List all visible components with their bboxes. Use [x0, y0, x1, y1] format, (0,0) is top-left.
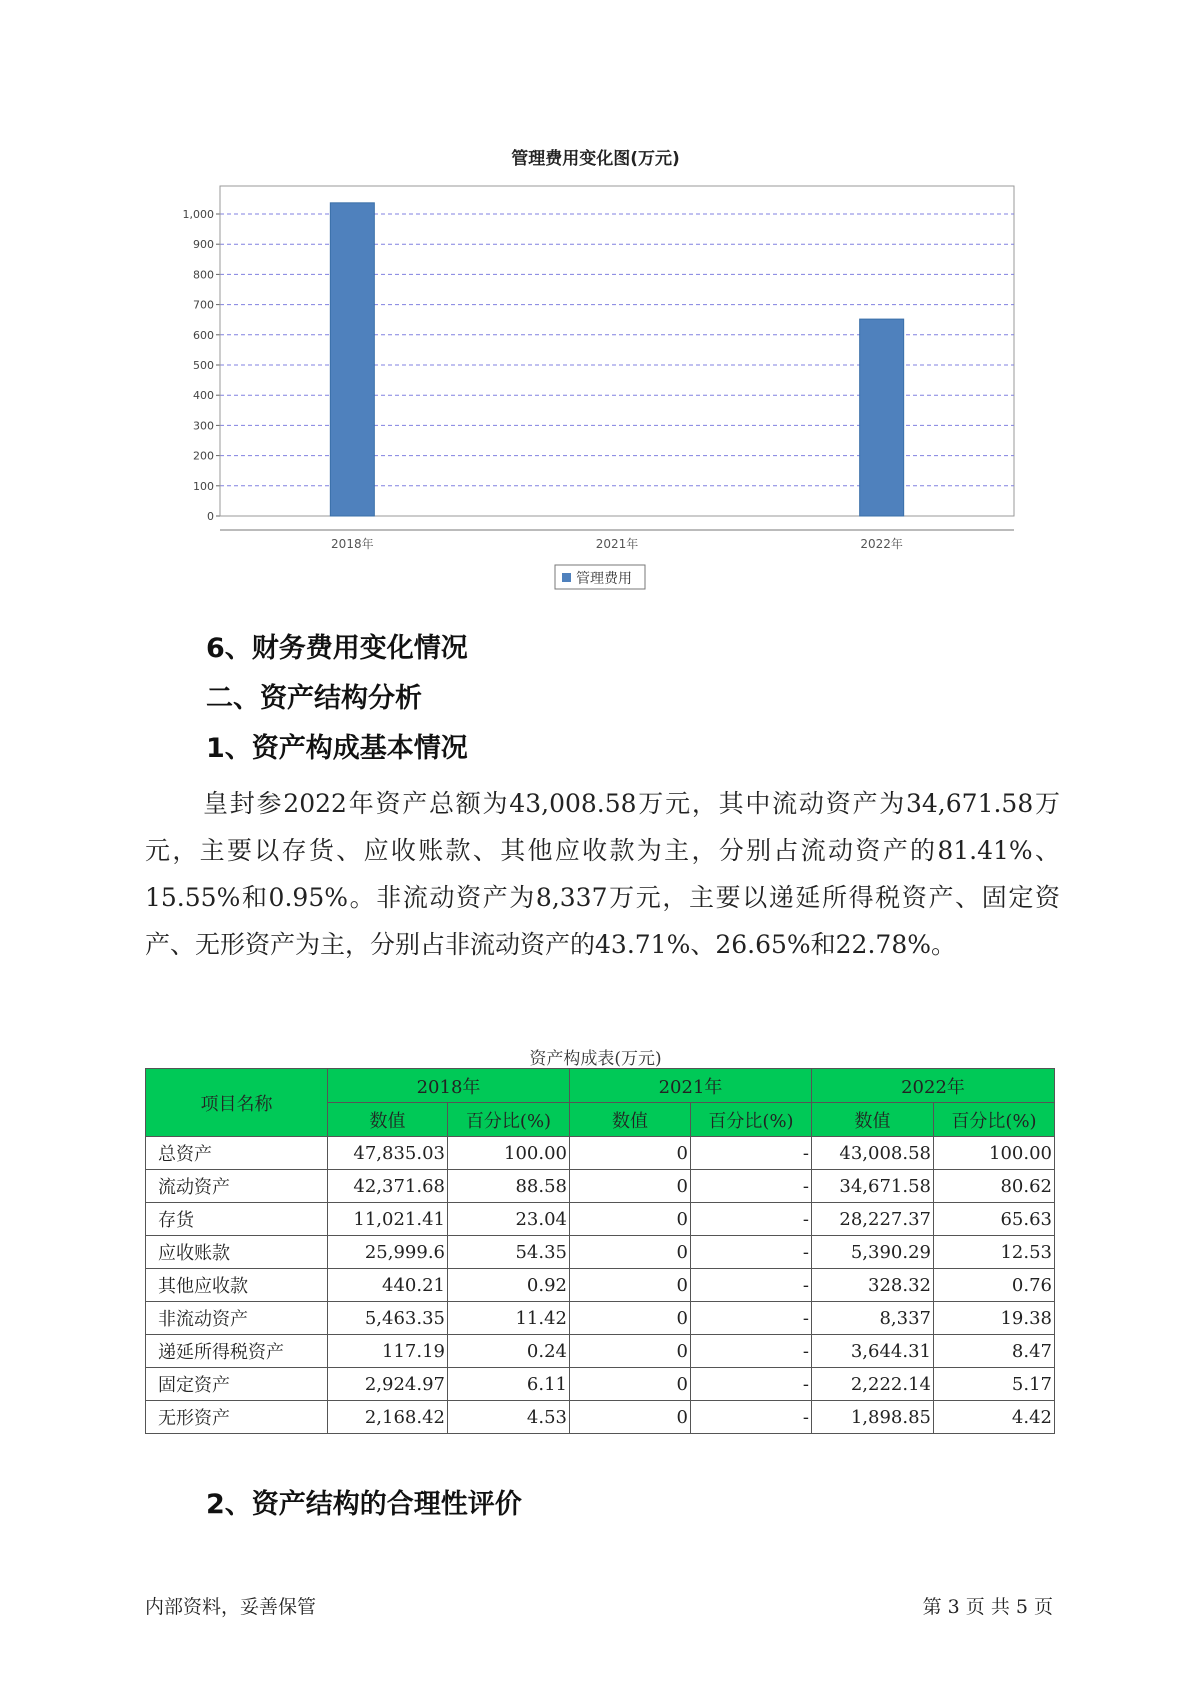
table-body	[146, 1137, 1055, 1434]
table-row	[146, 1137, 1055, 1170]
legend-swatch	[562, 573, 571, 582]
header-percent: 百分比(%)	[448, 1103, 570, 1137]
table-row	[146, 1401, 1055, 1434]
table-cell: 11.42	[448, 1302, 570, 1335]
table-cell: 2,924.97	[328, 1368, 448, 1401]
footer-page-number: 第 3 页 共 5 页	[922, 1596, 1053, 1618]
table-cell: -	[691, 1236, 812, 1269]
header-percent: 百分比(%)	[934, 1103, 1055, 1137]
table-cell: 80.62	[934, 1170, 1055, 1203]
table-cell: 0	[570, 1368, 691, 1401]
table-cell: 328.32	[812, 1269, 934, 1302]
row-label: 存货	[146, 1203, 328, 1236]
heading-asset-structure: 二、资产结构分析	[206, 683, 422, 714]
y-tick-label: 800	[193, 268, 214, 282]
table-cell: 28,227.37	[812, 1203, 934, 1236]
bar-2018年	[330, 203, 374, 516]
table-cell: 0	[570, 1203, 691, 1236]
asset-composition-table	[145, 1068, 1055, 1434]
row-label: 总资产	[146, 1137, 328, 1170]
table-cell: -	[691, 1137, 812, 1170]
table-cell: 100.00	[448, 1137, 570, 1170]
row-label: 其他应收款	[146, 1269, 328, 1302]
bar-2022年	[860, 319, 904, 516]
x-tick-label: 2022年	[860, 537, 903, 551]
table-cell: 8.47	[934, 1335, 1055, 1368]
table-cell: 2,168.42	[328, 1401, 448, 1434]
heading-asset-structure-evaluation: 2、资产结构的合理性评价	[206, 1489, 522, 1520]
table-cell: 117.19	[328, 1335, 448, 1368]
table-cell: 0	[570, 1335, 691, 1368]
y-tick-label: 500	[193, 359, 214, 372]
table-cell: -	[691, 1335, 812, 1368]
management-expense-chart	[150, 170, 1030, 595]
header-value: 数值	[328, 1103, 448, 1137]
table-row	[146, 1170, 1055, 1203]
table-cell: 5,463.35	[328, 1302, 448, 1335]
row-label: 无形资产	[146, 1401, 328, 1434]
table-cell: 5.17	[934, 1368, 1055, 1401]
table-cell: 0.76	[934, 1269, 1055, 1302]
header-percent: 百分比(%)	[691, 1103, 812, 1137]
table-cell: 25,999.6	[328, 1236, 448, 1269]
table-cell: 100.00	[934, 1137, 1055, 1170]
table-cell: 47,835.03	[328, 1137, 448, 1170]
x-tick-label: 2018年	[331, 537, 374, 551]
table-cell: 0	[570, 1137, 691, 1170]
table-cell: 2,222.14	[812, 1368, 934, 1401]
table-cell: 0.24	[448, 1335, 570, 1368]
table-caption: 资产构成表(万元)	[529, 1049, 662, 1069]
legend-label: 管理费用	[576, 571, 632, 587]
table-cell: -	[691, 1203, 812, 1236]
table-cell: -	[691, 1170, 812, 1203]
footer-confidential-note: 内部资料，妥善保管	[145, 1596, 317, 1618]
table-row	[146, 1269, 1055, 1302]
x-tick-label: 2021年	[595, 537, 639, 551]
table-cell: -	[691, 1302, 812, 1335]
table-cell: 0	[570, 1236, 691, 1269]
row-label: 流动资产	[146, 1170, 328, 1203]
header-value: 数值	[570, 1103, 691, 1137]
table-row	[146, 1236, 1055, 1269]
heading-asset-composition: 1、资产构成基本情况	[206, 733, 468, 764]
header-year-2022: 2022年	[812, 1069, 1055, 1103]
asset-summary-paragraph: 皇封参2022年资产总额为43,008.58万元，其中流动资产为34,671.58万元，主要以存货、应收账款、其他应收款为主，分别占流动资产的81.41%、15.55%和0.95%。非流动资产为8,337万元，主要以递延所得税资产、固定资产、无形资产为主，分别占非流动资产的43.71%、26.65%和22.78%。	[145, 789, 1060, 959]
chart-title: 管理费用变化图(万元)	[511, 149, 680, 169]
row-label: 固定资产	[146, 1368, 328, 1401]
table-cell: -	[691, 1368, 812, 1401]
table-cell: 23.04	[448, 1203, 570, 1236]
table-cell: 4.53	[448, 1401, 570, 1434]
table-cell: 43,008.58	[812, 1137, 934, 1170]
table-cell: 0.92	[448, 1269, 570, 1302]
table-row	[146, 1368, 1055, 1401]
y-tick-label: 300	[193, 419, 214, 433]
table-cell: 11,021.41	[328, 1203, 448, 1236]
table-row	[146, 1335, 1055, 1368]
table-cell: 88.58	[448, 1170, 570, 1203]
table-cell: 8,337	[812, 1302, 934, 1335]
table-cell: 1,898.85	[812, 1401, 934, 1434]
table-cell: 0	[570, 1170, 691, 1203]
y-tick-label: 700	[193, 298, 214, 312]
table-cell: 54.35	[448, 1236, 570, 1269]
table-cell: 34,671.58	[812, 1170, 934, 1203]
header-value: 数值	[812, 1103, 934, 1137]
table-cell: 19.38	[934, 1302, 1055, 1335]
header-year-2018: 2018年	[328, 1069, 570, 1103]
y-tick-label: 200	[193, 449, 214, 463]
y-tick-label: 0	[207, 510, 214, 523]
table-cell: 440.21	[328, 1269, 448, 1302]
table-row	[146, 1203, 1055, 1236]
table-cell: 3,644.31	[812, 1335, 934, 1368]
table-cell: 0	[570, 1302, 691, 1335]
table-cell: 6.11	[448, 1368, 570, 1401]
table-cell: 5,390.29	[812, 1236, 934, 1269]
y-tick-label: 900	[193, 238, 214, 252]
table-cell: 42,371.68	[328, 1170, 448, 1203]
row-label: 应收账款	[146, 1236, 328, 1269]
y-tick-label: 400	[193, 389, 214, 403]
y-tick-label: 1,000	[182, 208, 214, 221]
table-cell: -	[691, 1269, 812, 1302]
table-cell: 12.53	[934, 1236, 1055, 1269]
table-row	[146, 1302, 1055, 1335]
row-label: 递延所得税资产	[146, 1335, 328, 1368]
table-cell: -	[691, 1401, 812, 1434]
table-cell: 0	[570, 1401, 691, 1434]
y-tick-label: 600	[193, 328, 214, 342]
row-label: 非流动资产	[146, 1302, 328, 1335]
heading-financial-expense: 6、财务费用变化情况	[206, 633, 468, 664]
table-cell: 65.63	[934, 1203, 1055, 1236]
y-tick-label: 100	[193, 479, 214, 493]
header-year-2021: 2021年	[570, 1069, 812, 1103]
table-cell: 0	[570, 1269, 691, 1302]
header-item-name: 项目名称	[146, 1069, 328, 1137]
table-cell: 4.42	[934, 1401, 1055, 1434]
